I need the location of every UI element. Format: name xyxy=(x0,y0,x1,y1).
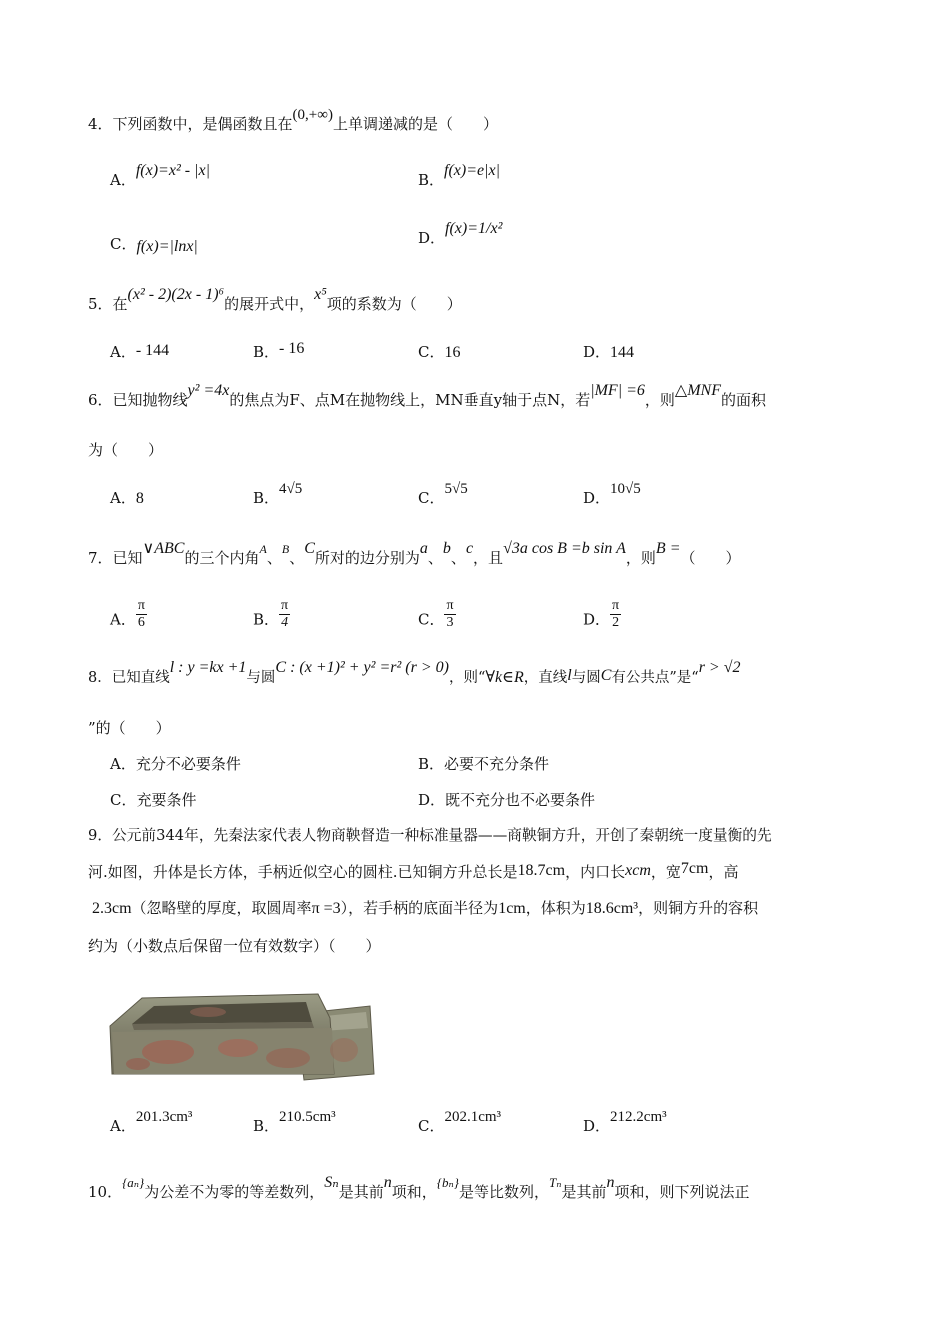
q5-option-c[interactable] xyxy=(418,340,460,365)
option-label: C． xyxy=(418,610,445,629)
q9-text-4: 约为（小数点后保留一位有效数字）（ ） xyxy=(88,937,381,955)
q7-text-e: ，则 xyxy=(625,549,656,567)
q8-option-d[interactable] xyxy=(418,788,595,812)
frac-den: 4 xyxy=(281,615,289,630)
option-expr: f(x)=x² - |x| xyxy=(135,162,210,179)
option-value: 201.3cm³ xyxy=(135,1109,193,1125)
q9-text-2c: ，宽 xyxy=(650,863,681,881)
q10-text-5: 是其前 xyxy=(561,1183,607,1201)
frac-den: 6 xyxy=(137,615,145,630)
question-9-line1 xyxy=(88,824,870,848)
q4-option-c[interactable] xyxy=(110,232,198,257)
q7-text-d: ，且 xyxy=(473,549,504,567)
option-label: C． xyxy=(110,791,137,809)
option-label: B． xyxy=(253,610,280,629)
option-label: C． xyxy=(418,343,445,361)
q4-interval: (0,+∞) xyxy=(292,107,333,123)
option-label: C． xyxy=(418,1117,445,1135)
q10-bn: {bₙ} xyxy=(436,1175,459,1190)
q7-text-b: 的三个内角 xyxy=(184,549,260,567)
q10-text-2: 是其前 xyxy=(338,1183,384,1201)
q9-text-1: 9．公元前344年，先秦法家代表人物商鞅督造一种标准量器——商鞅铜方升，开创了秦朝统一度量衡的先 xyxy=(88,827,772,844)
q9-option-d[interactable] xyxy=(583,1109,667,1139)
frac-num: π xyxy=(446,598,454,613)
q6-option-a[interactable] xyxy=(110,486,144,511)
option-label: B． xyxy=(253,1117,280,1135)
q9-xcm: xcm xyxy=(625,862,651,879)
option-label: D． xyxy=(418,791,446,809)
q8-l: l xyxy=(567,667,572,684)
question-8-stem-line2 xyxy=(88,716,870,740)
q8-option-a[interactable] xyxy=(110,752,241,776)
q8-forall: ∀k∈R xyxy=(485,669,524,686)
q7-angle-b: B xyxy=(281,542,290,556)
option-value: 必要不充分条件 xyxy=(444,755,550,773)
option-label: D． xyxy=(583,489,611,507)
q4-text-a: 4．下列函数中，是偶函数且在 xyxy=(88,115,293,133)
question-5-stem xyxy=(88,286,870,317)
q7-option-a[interactable] xyxy=(110,598,147,637)
q8-text-e: 与圆 xyxy=(571,670,601,686)
frac-num: π xyxy=(612,598,620,613)
q6-option-c[interactable] xyxy=(418,481,468,511)
q6-text-b: 的焦点为F、点M在抛物线上，MN垂直y轴于点N，若 xyxy=(229,391,591,409)
option-expr: f(x)=e|x| xyxy=(444,162,501,179)
question-9-line2 xyxy=(88,860,870,885)
option-value: 充分不必要条件 xyxy=(135,755,241,773)
q7-text-a: 7．已知 xyxy=(88,549,143,567)
q7-ask: B = xyxy=(655,540,681,557)
option-label: A． xyxy=(110,343,136,361)
option-label: D． xyxy=(583,610,611,629)
option-label: B． xyxy=(253,343,280,361)
option-fraction xyxy=(610,598,621,631)
q9-text-3c: ，体积为 xyxy=(525,899,586,917)
question-9-line4 xyxy=(88,934,870,958)
q7-side-b: b xyxy=(442,540,451,557)
q8-text-g: ”的（ ） xyxy=(88,719,171,737)
q4-option-a[interactable] xyxy=(110,162,210,193)
frac-num: π xyxy=(281,598,289,613)
q9-option-c[interactable] xyxy=(418,1109,502,1139)
option-value: 210.5cm³ xyxy=(279,1109,336,1125)
question-8-stem xyxy=(88,659,870,690)
option-label: A． xyxy=(110,610,136,629)
q6-text-d: 的面积 xyxy=(721,391,767,409)
q8-option-c[interactable] xyxy=(110,788,197,812)
frac-den: 3 xyxy=(446,615,454,630)
option-value: 16 xyxy=(444,344,461,361)
option-value: - 16 xyxy=(279,340,305,357)
q8-cond: r > √2 xyxy=(698,659,741,676)
q10-an: {aₙ} xyxy=(122,1175,145,1190)
q10-n2: n xyxy=(606,1174,615,1191)
q7-text-c: 所对的边分别为 xyxy=(314,549,420,567)
q9-total: 18.7cm xyxy=(517,862,566,879)
q6-cond: |MF| =6 xyxy=(590,382,645,399)
option-label: A． xyxy=(110,1117,136,1135)
q9-volume: 18.6cm³ xyxy=(585,900,639,917)
q6-text-a: 6．已知抛物线 xyxy=(88,391,188,409)
option-label: B． xyxy=(253,489,280,507)
option-label: B． xyxy=(418,171,445,189)
q5-text-c: 项的系数为（ ） xyxy=(326,295,462,313)
option-label: D． xyxy=(583,343,611,361)
q9-text-3b: ），若手柄的底面半径为 xyxy=(340,899,499,917)
q5-term: x⁵ xyxy=(314,286,327,303)
q9-option-a[interactable] xyxy=(110,1109,193,1139)
q10-sn: Sₙ xyxy=(324,1174,339,1191)
q4-option-b[interactable] xyxy=(418,162,501,193)
q8-text-f: 有公共点”是“ xyxy=(611,670,699,686)
q8-text-a: 8．已知直线 xyxy=(88,670,170,686)
option-expr: f(x)=|lnx| xyxy=(136,238,198,255)
q5-text-b: 的展开式中， xyxy=(224,295,315,313)
option-value: 8 xyxy=(135,490,144,507)
q6-parabola: y² =4x xyxy=(187,382,230,399)
q7-option-d[interactable] xyxy=(583,598,621,637)
q9-text-3d: ，则铜方升的容积 xyxy=(638,899,759,917)
q4-option-d[interactable] xyxy=(418,220,503,251)
option-fraction xyxy=(444,598,455,631)
q9-option-b[interactable] xyxy=(253,1109,336,1139)
q7-text-f: （ ） xyxy=(680,549,741,567)
q5-option-a[interactable] xyxy=(110,340,169,365)
bronze-measure-drawing xyxy=(108,988,376,1084)
q7-triangle: ∨ABC xyxy=(142,540,185,557)
q9-height: 2.3cm xyxy=(92,900,132,917)
q9-text-3a: （忽略壁的厚度，取圆周率 xyxy=(131,899,312,917)
option-value: 10√5 xyxy=(610,481,641,497)
q6-triangle: △MNF xyxy=(674,382,721,399)
q6-text-e: 为（ ） xyxy=(88,441,164,459)
q9-radius: 1cm xyxy=(498,900,526,917)
q10-num: 10． xyxy=(88,1183,123,1201)
option-fraction xyxy=(279,598,290,631)
option-value: 202.1cm³ xyxy=(444,1109,502,1125)
question-6-stem xyxy=(88,382,870,413)
q8-line: l : y =kx +1 xyxy=(169,659,247,676)
q9-text-2d: ，高 xyxy=(708,863,739,881)
q7-side-c: c xyxy=(465,540,474,557)
q10-text-4: 是等比数列， xyxy=(458,1183,549,1201)
q9-width: 7cm xyxy=(680,860,709,877)
q8-circle: C : (x +1)² + y² =r² (r > 0) xyxy=(275,659,449,676)
q9-text-2a: 河.如图，升体是长方体，手柄近似空心的圆柱.已知铜方升总长是 xyxy=(88,863,518,881)
q4-text-b: 上单调递减的是（ ） xyxy=(332,115,498,133)
option-value: 4√5 xyxy=(279,481,303,497)
q7-sep: 、 xyxy=(450,549,466,567)
option-value: 既不充分也不必要条件 xyxy=(445,791,596,809)
q8-text-c: ，则“ xyxy=(448,670,486,686)
q7-angle-a: A xyxy=(259,542,267,556)
q7-option-b[interactable] xyxy=(253,598,290,637)
option-value: - 144 xyxy=(135,342,170,359)
q10-text-6: 项和，则下列说法正 xyxy=(614,1183,750,1201)
option-label: A． xyxy=(110,489,136,507)
option-value: 5√5 xyxy=(444,481,468,497)
option-label: D． xyxy=(583,1117,611,1135)
q5-expr: (x² - 2)(2x - 1)⁶ xyxy=(127,286,225,303)
q7-sep: 、 xyxy=(427,549,443,567)
q7-option-c[interactable] xyxy=(418,598,456,637)
option-value: 212.2cm³ xyxy=(610,1109,667,1125)
question-10-stem xyxy=(88,1174,870,1205)
q7-sep: 、 xyxy=(289,549,305,567)
q5-text-a: 5．在 xyxy=(88,295,128,313)
q10-tn: Tₙ xyxy=(548,1175,562,1190)
q6-option-d[interactable] xyxy=(583,481,641,511)
q10-text-3: 项和， xyxy=(391,1183,437,1201)
question-9-line3 xyxy=(92,896,870,921)
q7-angle-c: C xyxy=(304,540,315,557)
q6-option-b[interactable] xyxy=(253,481,303,511)
option-label: A． xyxy=(110,755,136,773)
option-value: 充要条件 xyxy=(136,791,197,809)
q9-pi: π =3 xyxy=(311,900,341,917)
q8-text-b: 与圆 xyxy=(246,670,276,686)
q7-sep: 、 xyxy=(266,549,282,567)
option-fraction xyxy=(136,598,147,631)
q8-text-d: ，直线 xyxy=(523,670,568,686)
frac-num: π xyxy=(137,598,145,613)
question-7-stem xyxy=(88,540,870,571)
option-label: C． xyxy=(110,235,137,253)
option-expr: f(x)=1/x² xyxy=(445,220,503,237)
q10-text-1: 为公差不为零的等差数列， xyxy=(144,1183,325,1201)
q5-option-d[interactable] xyxy=(583,340,634,365)
option-value: 144 xyxy=(610,344,635,361)
q6-text-c: ，则 xyxy=(644,391,675,409)
q8-c: C xyxy=(600,667,612,684)
q10-n1: n xyxy=(383,1174,392,1191)
q9-text-2b: ，内口长 xyxy=(565,863,626,881)
option-label: B． xyxy=(418,755,445,773)
option-label: C． xyxy=(418,489,445,507)
frac-den: 2 xyxy=(612,615,620,630)
option-label: D． xyxy=(418,229,446,247)
question-6-stem-line2 xyxy=(88,438,870,462)
question-4-stem xyxy=(88,107,870,137)
q7-side-a: a xyxy=(419,540,428,557)
q7-cond: √3a cos B =b sin A xyxy=(503,540,626,557)
q5-option-b[interactable] xyxy=(253,340,304,365)
option-label: A． xyxy=(110,171,136,189)
bronze-measure-image xyxy=(108,988,376,1084)
q8-option-b[interactable] xyxy=(418,752,549,776)
